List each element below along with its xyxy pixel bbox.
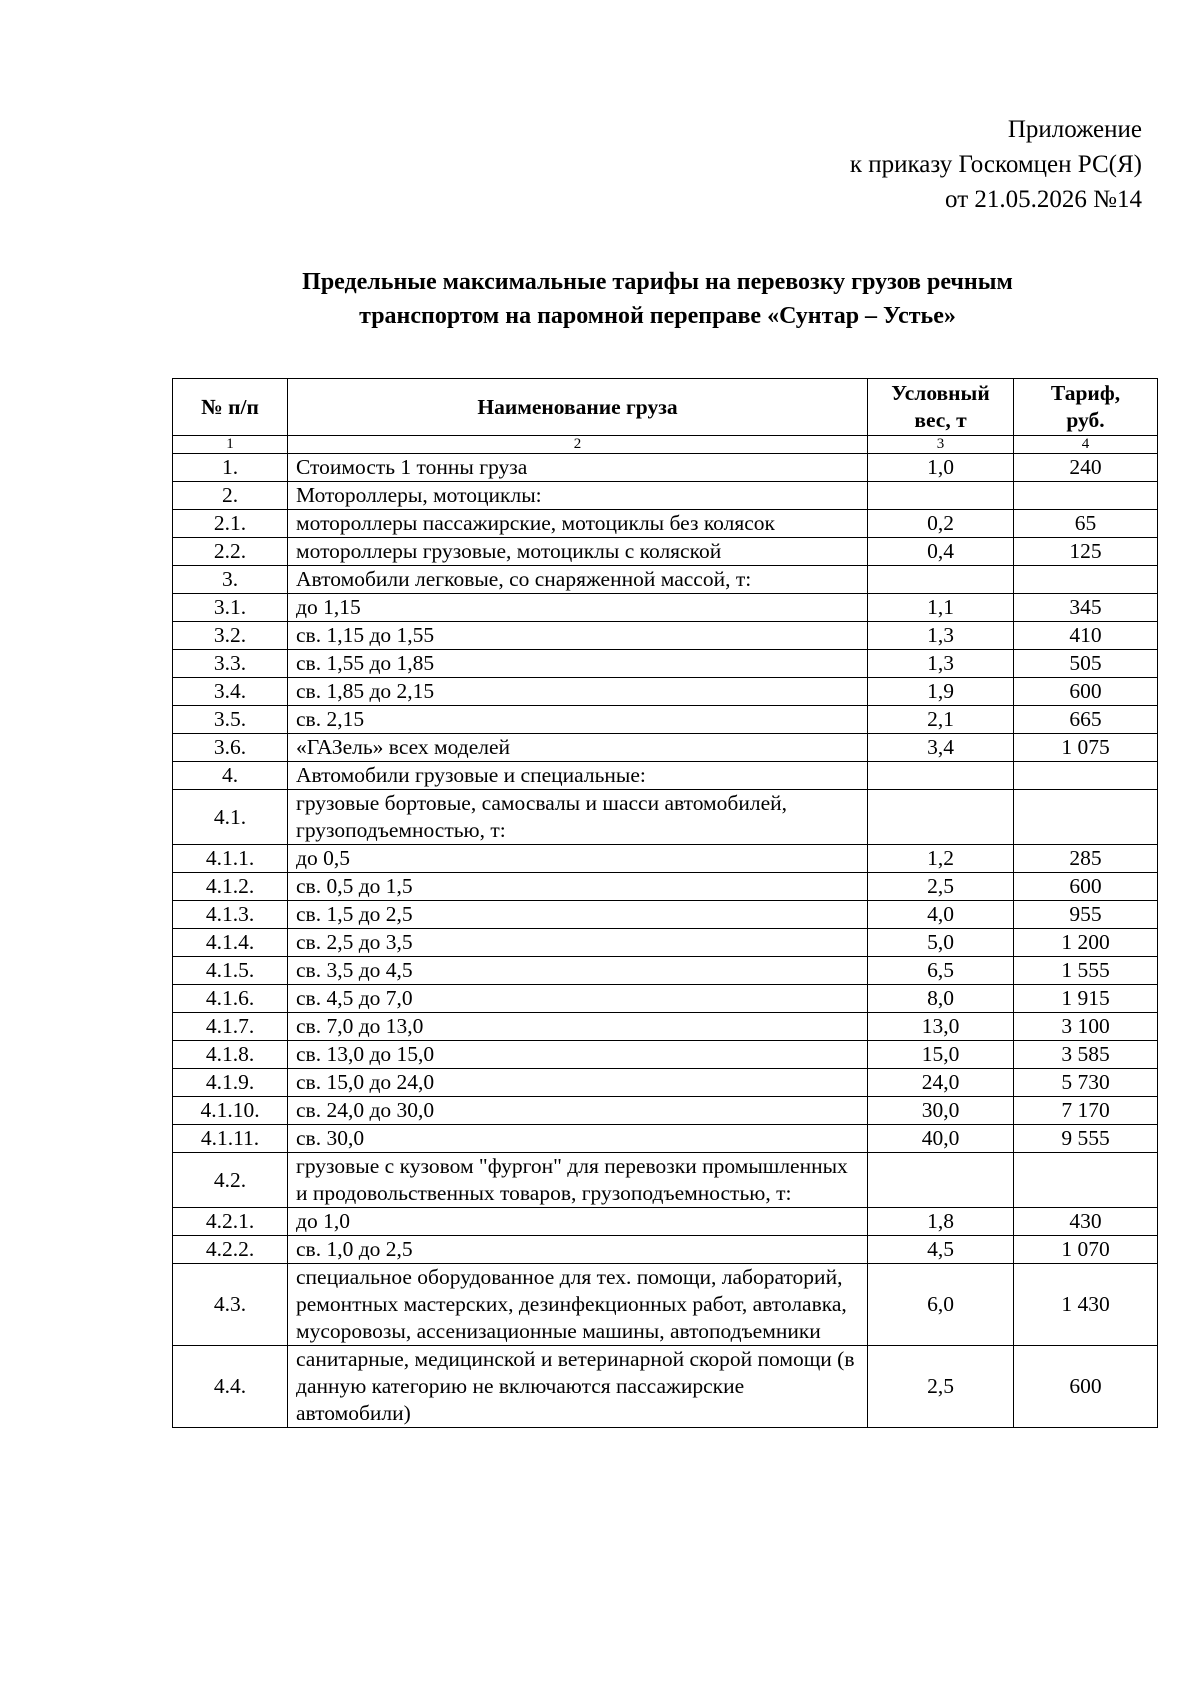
row-number-cell: 2.: [173, 482, 288, 510]
table-row: [173, 594, 1158, 622]
conditional-weight-cell: 13,0: [868, 1013, 1014, 1041]
row-number-cell: 4.1.5.: [173, 957, 288, 985]
row-number-cell: 4.2.: [173, 1153, 288, 1208]
table-row: [173, 1264, 1158, 1346]
header-tariff-line-2: руб.: [1066, 408, 1105, 432]
document-title: [0, 265, 1200, 333]
column-number: 2: [288, 436, 868, 454]
tariff-cell: 5 730: [1014, 1069, 1158, 1097]
conditional-weight-cell: 0,4: [868, 538, 1014, 566]
table-row: [173, 1346, 1158, 1428]
row-number-cell: 4.1.1.: [173, 845, 288, 873]
conditional-weight-cell: 2,1: [868, 706, 1014, 734]
row-number-cell: 3.2.: [173, 622, 288, 650]
appendix-title: Приложение: [1007, 116, 1142, 143]
row-number-cell: 3.3.: [173, 650, 288, 678]
row-number-cell: 2.1.: [173, 510, 288, 538]
conditional-weight-cell: 1,3: [868, 650, 1014, 678]
conditional-weight-cell: 1,3: [868, 622, 1014, 650]
conditional-weight-cell: 24,0: [868, 1069, 1014, 1097]
table-row: [173, 566, 1158, 594]
table-row: [173, 1013, 1158, 1041]
row-number-cell: 4.3.: [173, 1264, 288, 1346]
cargo-name-cell: св. 1,15 до 1,55: [288, 622, 868, 650]
conditional-weight-cell: 2,5: [868, 873, 1014, 901]
table-row: [173, 454, 1158, 482]
tariff-cell: 665: [1014, 706, 1158, 734]
conditional-weight-cell: 1,2: [868, 845, 1014, 873]
tariff-cell: 1 075: [1014, 734, 1158, 762]
conditional-weight-cell: 1,1: [868, 594, 1014, 622]
row-number-cell: 4.1.10.: [173, 1097, 288, 1125]
header-weight-line-1: Условный: [891, 381, 990, 405]
cargo-name-cell: св. 1,5 до 2,5: [288, 901, 868, 929]
cargo-name-cell: мотороллеры грузовые, мотоциклы с коляской: [288, 538, 868, 566]
tariff-cell: 65: [1014, 510, 1158, 538]
tariff-cell: 1 070: [1014, 1236, 1158, 1264]
conditional-weight-cell: 2,5: [868, 1346, 1014, 1428]
table-row: [173, 957, 1158, 985]
row-number-cell: 4.: [173, 762, 288, 790]
cargo-name-cell: св. 13,0 до 15,0: [288, 1041, 868, 1069]
conditional-weight-cell: 1,0: [868, 454, 1014, 482]
document-title-line-1: Предельные максимальные тарифы на перевозку грузов речным: [302, 269, 1013, 295]
table-row: [173, 1069, 1158, 1097]
tariff-cell: [1014, 482, 1158, 510]
table-row: [173, 790, 1158, 845]
cargo-name-cell: грузовые с кузовом "фургон" для перевозки промышленных и продовольственных товаров, грузоподъемностью, т:: [288, 1153, 868, 1208]
table-row: [173, 1041, 1158, 1069]
appendix-order-reference: к приказу Госкомцен РС(Я): [849, 151, 1142, 178]
conditional-weight-cell: 1,8: [868, 1208, 1014, 1236]
column-number: 3: [868, 436, 1014, 454]
header-tariff-line-1: Тариф,: [1050, 381, 1121, 405]
tariff-cell: 3 585: [1014, 1041, 1158, 1069]
header-conditional-weight: [868, 379, 1014, 436]
row-number-cell: 4.1.: [173, 790, 288, 845]
cargo-name-cell: санитарные, медицинской и ветеринарной скорой помощи (в данную категорию не включаются пассажирские автомобили): [288, 1346, 868, 1428]
cargo-name-cell: св. 7,0 до 13,0: [288, 1013, 868, 1041]
table-row: [173, 873, 1158, 901]
header-weight-line-2: вес, т: [914, 408, 967, 432]
tariff-cell: 1 430: [1014, 1264, 1158, 1346]
tariff-cell: 600: [1014, 678, 1158, 706]
table-row: [173, 706, 1158, 734]
row-number-cell: 3.6.: [173, 734, 288, 762]
tariff-cell: 125: [1014, 538, 1158, 566]
tariff-cell: 1 200: [1014, 929, 1158, 957]
conditional-weight-cell: 4,5: [868, 1236, 1014, 1264]
cargo-name-cell: св. 15,0 до 24,0: [288, 1069, 868, 1097]
conditional-weight-cell: 3,4: [868, 734, 1014, 762]
conditional-weight-cell: [868, 1153, 1014, 1208]
cargo-name-cell: до 1,0: [288, 1208, 868, 1236]
row-number-cell: 1.: [173, 454, 288, 482]
tariff-cell: 505: [1014, 650, 1158, 678]
conditional-weight-cell: 0,2: [868, 510, 1014, 538]
cargo-name-cell: Мотороллеры, мотоциклы:: [288, 482, 868, 510]
cargo-name-cell: Автомобили грузовые и специальные:: [288, 762, 868, 790]
conditional-weight-cell: [868, 566, 1014, 594]
cargo-name-cell: св. 0,5 до 1,5: [288, 873, 868, 901]
cargo-name-cell: св. 1,55 до 1,85: [288, 650, 868, 678]
table-row: [173, 1125, 1158, 1153]
row-number-cell: 3.4.: [173, 678, 288, 706]
tariff-cell: 345: [1014, 594, 1158, 622]
tariff-cell: 600: [1014, 1346, 1158, 1428]
tariff-cell: 7 170: [1014, 1097, 1158, 1125]
column-number: 4: [1014, 436, 1158, 454]
header-number: № п/п: [173, 379, 288, 436]
cargo-name-cell: св. 1,0 до 2,5: [288, 1236, 868, 1264]
appendix-block: [850, 112, 1142, 217]
row-number-cell: 4.1.9.: [173, 1069, 288, 1097]
row-number-cell: 4.1.2.: [173, 873, 288, 901]
cargo-name-cell: св. 30,0: [288, 1125, 868, 1153]
header-cargo-name: Наименование груза: [288, 379, 868, 436]
table-row: [173, 678, 1158, 706]
table-row: [173, 538, 1158, 566]
table-row: [173, 901, 1158, 929]
cargo-name-cell: св. 1,85 до 2,15: [288, 678, 868, 706]
cargo-name-cell: грузовые бортовые, самосвалы и шасси автомобилей, грузоподъемностью, т:: [288, 790, 868, 845]
cargo-name-cell: св. 24,0 до 30,0: [288, 1097, 868, 1125]
conditional-weight-cell: 15,0: [868, 1041, 1014, 1069]
cargo-name-cell: св. 2,15: [288, 706, 868, 734]
tariff-cell: 430: [1014, 1208, 1158, 1236]
row-number-cell: 4.1.4.: [173, 929, 288, 957]
conditional-weight-cell: 6,5: [868, 957, 1014, 985]
table-row: [173, 1153, 1158, 1208]
tariff-cell: [1014, 566, 1158, 594]
conditional-weight-cell: 1,9: [868, 678, 1014, 706]
table-body: [173, 454, 1158, 1428]
row-number-cell: 4.4.: [173, 1346, 288, 1428]
conditional-weight-cell: 4,0: [868, 901, 1014, 929]
row-number-cell: 4.1.6.: [173, 985, 288, 1013]
row-number-cell: 4.1.7.: [173, 1013, 288, 1041]
header-tariff: [1014, 379, 1158, 436]
cargo-name-cell: «ГАЗель» всех моделей: [288, 734, 868, 762]
tariff-cell: 240: [1014, 454, 1158, 482]
conditional-weight-cell: 6,0: [868, 1264, 1014, 1346]
tariff-cell: 1 915: [1014, 985, 1158, 1013]
tariff-cell: 1 555: [1014, 957, 1158, 985]
row-number-cell: 4.1.11.: [173, 1125, 288, 1153]
column-numbers-row: [173, 436, 1158, 454]
document-title-line-2: транспортом на паромной переправе «Сунтар – Устье»: [359, 303, 956, 329]
appendix-order-date-number: от 21.05.2026 №14: [945, 186, 1142, 213]
row-number-cell: 2.2.: [173, 538, 288, 566]
table-row: [173, 510, 1158, 538]
conditional-weight-cell: 5,0: [868, 929, 1014, 957]
table-row: [173, 1097, 1158, 1125]
column-number: 1: [173, 436, 288, 454]
cargo-name-cell: мотороллеры пассажирские, мотоциклы без колясок: [288, 510, 868, 538]
tariff-cell: 600: [1014, 873, 1158, 901]
table-row: [173, 1208, 1158, 1236]
row-number-cell: 4.1.8.: [173, 1041, 288, 1069]
cargo-name-cell: св. 4,5 до 7,0: [288, 985, 868, 1013]
tariff-cell: [1014, 1153, 1158, 1208]
row-number-cell: 3.1.: [173, 594, 288, 622]
conditional-weight-cell: 30,0: [868, 1097, 1014, 1125]
tariff-cell: 3 100: [1014, 1013, 1158, 1041]
conditional-weight-cell: [868, 790, 1014, 845]
row-number-cell: 3.5.: [173, 706, 288, 734]
conditional-weight-cell: 8,0: [868, 985, 1014, 1013]
conditional-weight-cell: 40,0: [868, 1125, 1014, 1153]
table-row: [173, 734, 1158, 762]
cargo-name-cell: до 0,5: [288, 845, 868, 873]
tariff-cell: 410: [1014, 622, 1158, 650]
tariffs-table: [172, 378, 1158, 1428]
tariff-cell: 9 555: [1014, 1125, 1158, 1153]
row-number-cell: 4.2.1.: [173, 1208, 288, 1236]
conditional-weight-cell: [868, 762, 1014, 790]
cargo-name-cell: Стоимость 1 тонны груза: [288, 454, 868, 482]
cargo-name-cell: св. 2,5 до 3,5: [288, 929, 868, 957]
tariff-cell: [1014, 762, 1158, 790]
cargo-name-cell: св. 3,5 до 4,5: [288, 957, 868, 985]
table-header-row: [173, 379, 1158, 436]
tariff-cell: 955: [1014, 901, 1158, 929]
row-number-cell: 3.: [173, 566, 288, 594]
tariff-cell: 285: [1014, 845, 1158, 873]
tariff-cell: [1014, 790, 1158, 845]
table-row: [173, 929, 1158, 957]
cargo-name-cell: Автомобили легковые, со снаряженной массой, т:: [288, 566, 868, 594]
row-number-cell: 4.1.3.: [173, 901, 288, 929]
cargo-name-cell: специальное оборудованное для тех. помощи, лабораторий, ремонтных мастерских, дезинфекционных работ, автолавка, мусоровозы, ассенизационные машины, автоподъемники: [288, 1264, 868, 1346]
table-row: [173, 650, 1158, 678]
cargo-name-cell: до 1,15: [288, 594, 868, 622]
table-row: [173, 482, 1158, 510]
conditional-weight-cell: [868, 482, 1014, 510]
table-row: [173, 1236, 1158, 1264]
table-row: [173, 845, 1158, 873]
table-row: [173, 622, 1158, 650]
table-row: [173, 762, 1158, 790]
row-number-cell: 4.2.2.: [173, 1236, 288, 1264]
table-row: [173, 985, 1158, 1013]
